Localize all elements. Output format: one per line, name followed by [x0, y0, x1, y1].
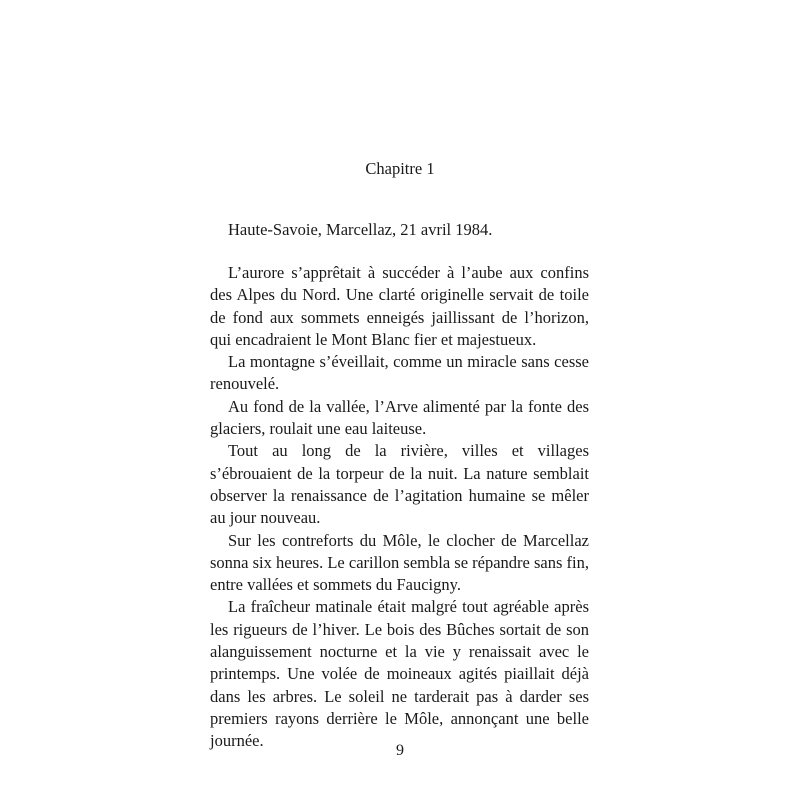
paragraph: La montagne s’éveillait, comme un miracle sans cesse renouvelé. [210, 352, 589, 394]
paragraph: Tout au long de la rivière, villes et villages s’ébrouaient de la torpeur de la nuit. La nature semblait observer la renaissance de l’agitation humaine se mêler au jour nouveau. [210, 441, 589, 528]
paragraph: Au fond de la vallée, l’Arve alimenté par la fonte des glaciers, roulait une eau laiteuse. [210, 396, 589, 439]
paragraph: La fraîcheur matinale était malgré tout agréable après les rigueurs de l’hiver. Le bois des Bûches sortait de son alanguissement nocturne et la vie y renaissait avec le printemps. Une volée de moineaux agités piaillait déjà dans les arbres. Le soleil ne tarderait pas à darder ses premiers rayons derrière le Môle, annonçant une belle journée. [210, 597, 589, 751]
chapter-body [210, 262, 589, 753]
paragraph: Sur les contreforts du Môle, le clocher de Marcellaz sonna six heures. Le carillon sembla se répandre sans fin, entre vallées et sommets du Faucigny. [210, 530, 589, 595]
page-number: 9 [396, 742, 404, 759]
paragraph: L’aurore s’apprêtait à succéder à l’aube aux confins des Alpes du Nord. Une clarté originelle servait de toile de fond aux sommets enneigés jaillissant de l’horizon, qui encadraient le Mont Blanc fier et majestueux. [210, 263, 589, 349]
dateline: Haute-Savoie, Marcellaz, 21 avril 1984. [228, 220, 493, 239]
chapter-title: Chapitre 1 [365, 159, 435, 178]
